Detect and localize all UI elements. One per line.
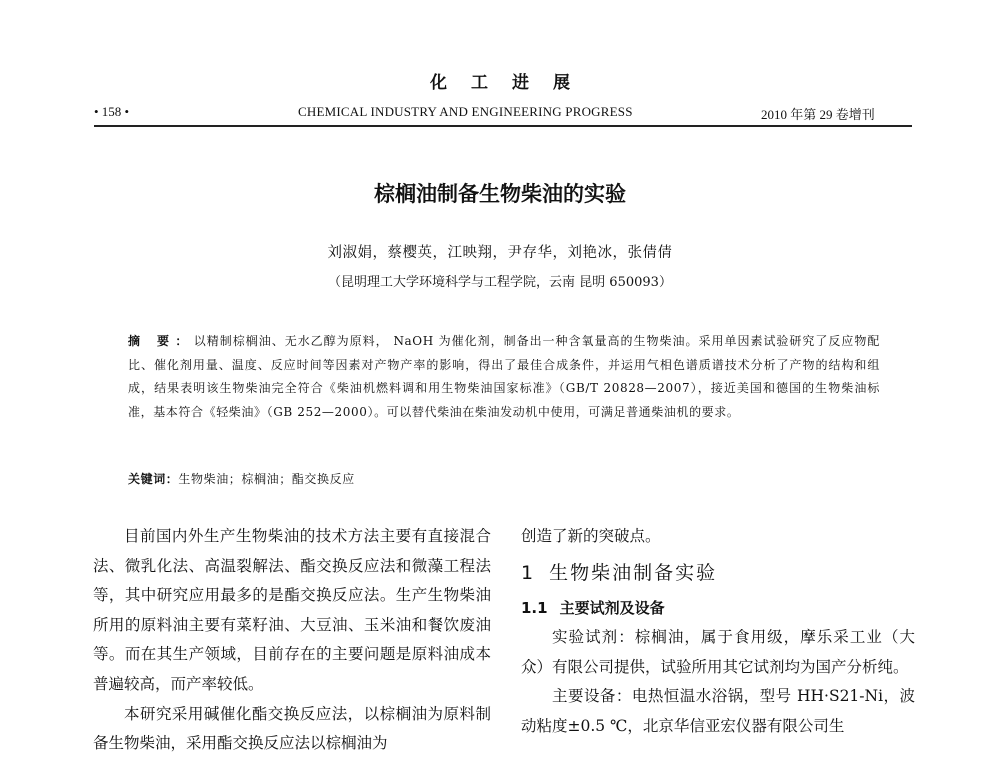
abstract-text: 以精制棕榈油、无水乙醇为原料， NaOH 为催化剂，制备出一种含氧量高的生物柴油。采用单因素试验研究了反应物配比、催化剂用量、温度、反应时间等因素对产物产率的影响，得出了最佳合成条件，并运用气相色谱质谱技术分析了产物的结构和组成，结果表明该生物柴油完全符合《柴油机燃料调和用生物柴油国家标准》（GB/T 20828—2007），接近美国和德国的生物柴油标准，基本符合《轻柴油》（GB 252—2000）。可以替代柴油在柴油发动机中使用，可满足普通柴油机的要求。 [128,334,880,419]
section-title: 生物柴油制备实验 [549,561,718,584]
subsection-title: 主要试剂及设备 [559,598,665,617]
section-number: 1 [521,561,536,584]
subsection-number: 1.1 [521,598,548,617]
body-paragraph: 实验试剂：棕榈油，属于食用级，摩乐采工业（大众）有限公司提供，试验所用其它试剂均为国产分析纯。 [521,628,915,676]
right-column [521,522,915,742]
body-paragraph: 创造了新的突破点。 [521,527,661,545]
body-paragraph: 主要设备：电热恒温水浴锅，型号 HH·S21-Ni，波动粘度±0.5 ℃，北京华信亚宏仪器有限公司生 [521,687,915,735]
page-number: • 158 • [94,104,130,119]
left-column [93,522,491,759]
subsection-heading [521,594,915,624]
journal-name-en: CHEMICAL INDUSTRY AND ENGINEERING PROGRESS [298,104,633,119]
abstract-label: 摘 要： [128,334,194,348]
journal-name-cn: 化工进展 [430,73,594,93]
article-title: 棕榈油制备生物柴油的实验 [374,182,626,206]
body-paragraph: 本研究采用碱催化酯交换反应法，以棕榈油为原料制备生物柴油，采用酯交换反应法以棕榈油为 [93,704,491,753]
abstract [128,330,880,424]
keywords-text: 生物柴油；棕榈油；酯交换反应 [178,472,355,486]
header-rule [94,125,912,127]
keywords [128,470,355,487]
affiliation: （昆明理工大学环境科学与工程学院，云南 昆明 650093） [328,275,672,290]
issue-info: 2010 年第 29 卷增刊 [761,107,875,122]
keywords-label: 关键词： [128,472,179,486]
body-paragraph: 目前国内外生产生物柴油的技术方法主要有直接混合法、微乳化法、高温裂解法、酯交换反应法和微藻工程法等，其中研究应用最多的是酯交换反应法。生产生物柴油所用的原料油主要有菜籽油、大豆油、玉米油和餐饮废油等。而在其生产领域，目前存在的主要问题是原料油成本普遍较高，而产率较低。 [93,527,491,693]
section-heading [521,558,915,588]
author-list: 刘淑娟，蔡樱英，江映翔，尹存华，刘艳冰，张倩倩 [327,245,673,261]
